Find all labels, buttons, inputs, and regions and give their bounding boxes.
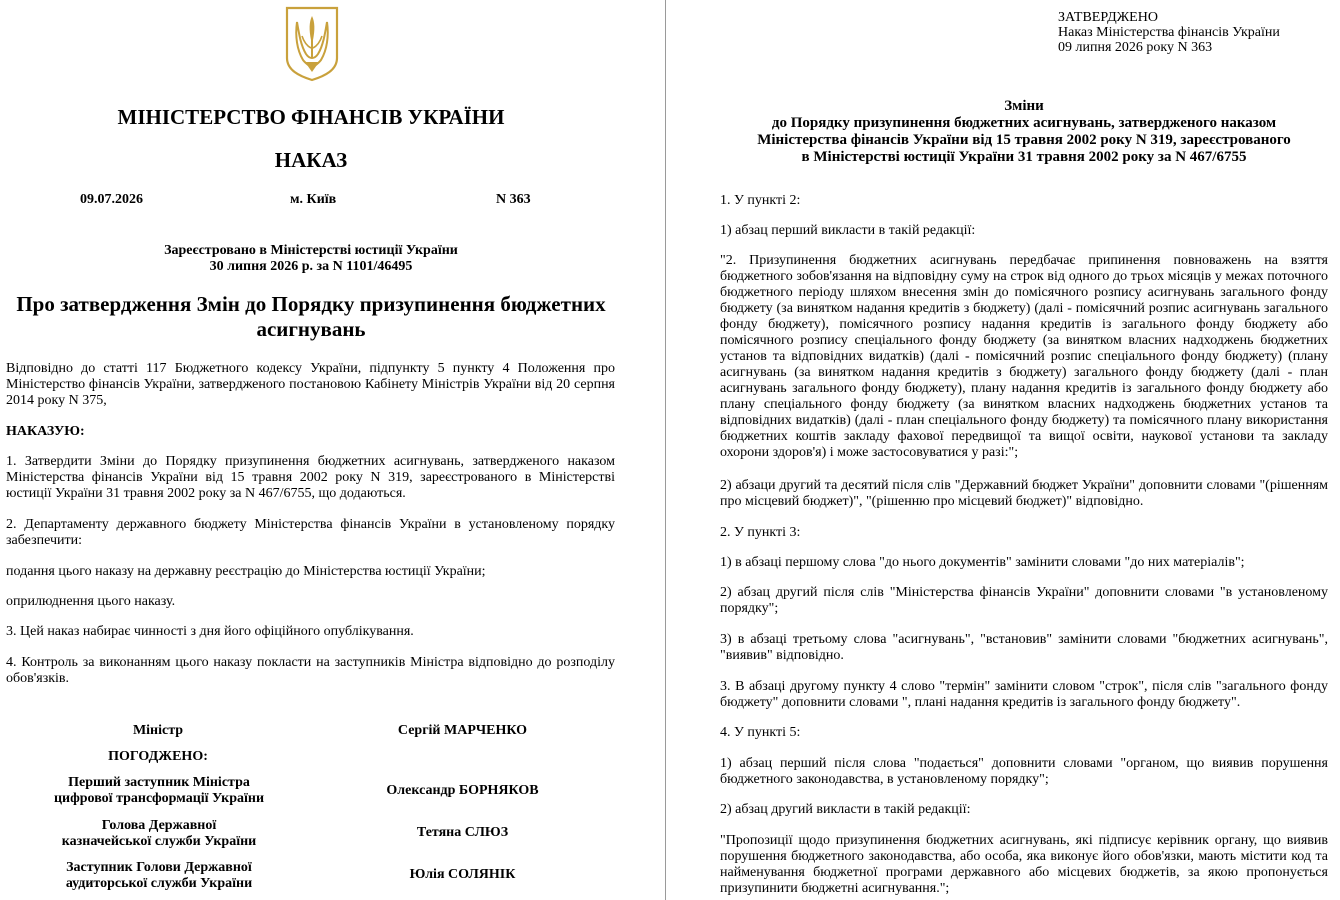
item-1: 1. Затвердити Зміни до Порядку призупинення бюджетних асигнувань, затвердженого наказом Міністерства фінансів України від 15 травня 2002 року N 319, зареєстрованого в Міністерстві юстиції України 31 травня 2002 року за N 467/6755, що додаються. <box>6 454 615 501</box>
page-divider <box>665 0 666 900</box>
change-paragraph-4: 2) абзаци другий та десятий після слів "Державний бюджет України" доповнити словами "(рішенням про місцевий бюджет)", "(рішенню про місцевий бюджет)" відповідно. <box>720 478 1328 509</box>
order-city: м. Київ <box>290 192 337 207</box>
item-3: 3. Цей наказ набирає чинності з дня його офіційного опублікування. <box>6 624 414 639</box>
approval-stamp: ЗАТВЕРДЖЕНО Наказ Міністерства фінансів України 09 липня 2026 року N 363 <box>1058 10 1280 55</box>
document-type: НАКАЗ <box>274 148 348 172</box>
item-2: 2. Департаменту державного бюджету Міністерства фінансів України в установленому порядку забезпечити: <box>6 517 615 548</box>
order-date: 09.07.2026 <box>80 192 143 207</box>
agreed-name-3: Юлія СОЛЯНІК <box>409 867 516 882</box>
preamble: Відповідно до статті 117 Бюджетного кодексу України, підпункту 5 пункту 4 Положення про Міністерство фінансів України, затвердженого постановою Кабінету Міністрів України від 20 серпня 2014 року N 375, <box>6 361 615 408</box>
agreed-name-2: Тетяна СЛЮЗ <box>416 825 509 840</box>
agreed-position-1: Перший заступник Міністра цифрової трансформації України <box>53 775 265 806</box>
change-paragraph-1: 1. У пункті 2: <box>720 193 801 208</box>
change-paragraph-8: 3) в абзаці третьому слова "асигнувань", "встановив" замінити словами "бюджетних асигнувань", "виявив" відповідно. <box>720 632 1328 663</box>
change-paragraph-10: 4. У пункті 5: <box>720 725 801 740</box>
change-paragraph-3: "2. Призупинення бюджетних асигнувань передбачає припинення повноважень на взяття бюджетного зобов'язання на відповідну суму на строк від одного до трьох місяців у межах поточного бюджетного періоду шляхом внесення змін до помісячного розпису асигнувань загального фонду бюджету (за винятком надання кредитів з бюджету) (далі - помісячний розпис асигнувань загального фонду бюджету), помісячного розпису надання кредитів із загального фонду бюджету або помісячного розпису спеціального фонду бюджету (за винятком власних надходжень бюджетних установ та відповідних видатків) (далі - помісячний розпис спеціального фонду бюджету) (плану асигнувань (за винятком надання кредитів з бюджету) загального фонду бюджету (далі - план асигнувань загального фонду бюджету), плану надання кредитів із загального фонду бюджету або плану спеціального фонду бюджету (за винятком власних надходжень бюджетних установ та відповідних видатків) (далі - план спеціального фонду бюджету) та помісячного плану використання бюджетних коштів закладу фахової передвищої та вищої освіти, наукової установи та закладу охорони здоров'я) і може застосовуватися у разі:"; <box>720 253 1328 460</box>
minister-label: Міністр <box>132 723 184 738</box>
changes-title: Зміни до Порядку призупинення бюджетних асигнувань, затвердженого наказом Міністерства фінансів України від 15 травня 2002 року N 319, зареєстрованого в Міністерстві юстиції України 31 травня 2002 року за N 467/6755 <box>757 98 1291 165</box>
changes-page <box>668 0 1340 900</box>
change-paragraph-7: 2) абзац другий після слів "Міністерства фінансів України" доповнити словами "в установленому порядку"; <box>720 585 1328 616</box>
change-paragraph-13: "Пропозиції щодо призупинення бюджетних асигнувань, які підписує керівник органу, що виявив порушення бюджетного законодавства, або особа, яка виконує його обов'язки, мають містити код та найменування бюджетної програми державного або місцевих бюджетів, за якою пропонується призупинити бюджетні асигнування."; <box>720 833 1328 896</box>
agreed-label: ПОГОДЖЕНО: <box>108 749 208 764</box>
agreed-position-3: Заступник Голови Державної аудиторської служби України <box>65 860 253 891</box>
change-paragraph-6: 1) в абзаці першому слова "до нього документів" замінити словами "до них матеріалів"; <box>720 555 1245 570</box>
ministry-name: МІНІСТЕРСТВО ФІНАНСІВ УКРАЇНИ <box>117 105 505 129</box>
item-4: 4. Контроль за виконанням цього наказу покласти на заступників Міністра відповідно до розподілу обов'язків. <box>6 655 615 686</box>
order-number: N 363 <box>496 192 531 207</box>
item-2-sub-1: подання цього наказу на державну реєстрацію до Міністерства юстиції України; <box>6 564 486 579</box>
change-paragraph-12: 2) абзац другий викласти в такій редакції: <box>720 802 971 817</box>
order-page <box>0 0 622 900</box>
agreed-position-2: Голова Державної казначейської служби України <box>61 818 257 849</box>
change-paragraph-9: 3. В абзаці другому пункту 4 слово "термін" замінити словом "строк", після слів "загального фонду бюджету" доповнити словами ", плані надання кредитів із загального фонду бюджету". <box>720 679 1328 710</box>
coat-of-arms-icon <box>285 6 339 82</box>
change-paragraph-11: 1) абзац перший після слова "подається" доповнити словами "органом, що виявив порушення бюджетного законодавства, в установленому порядку"; <box>720 756 1328 787</box>
registration-note: Зареєстровано в Міністерстві юстиції України 30 липня 2026 р. за N 1101/46495 <box>164 243 458 274</box>
change-paragraph-5: 2. У пункті 3: <box>720 525 801 540</box>
item-2-sub-2: оприлюднення цього наказу. <box>6 594 176 609</box>
order-word: НАКАЗУЮ: <box>6 424 85 439</box>
change-paragraph-2: 1) абзац перший викласти в такій редакції: <box>720 223 976 238</box>
agreed-name-1: Олександр БОРНЯКОВ <box>386 783 539 798</box>
minister-name: Сергій МАРЧЕНКО <box>397 723 528 738</box>
document-title: Про затвердження Змін до Порядку призупинення бюджетних асигнувань <box>16 292 606 341</box>
